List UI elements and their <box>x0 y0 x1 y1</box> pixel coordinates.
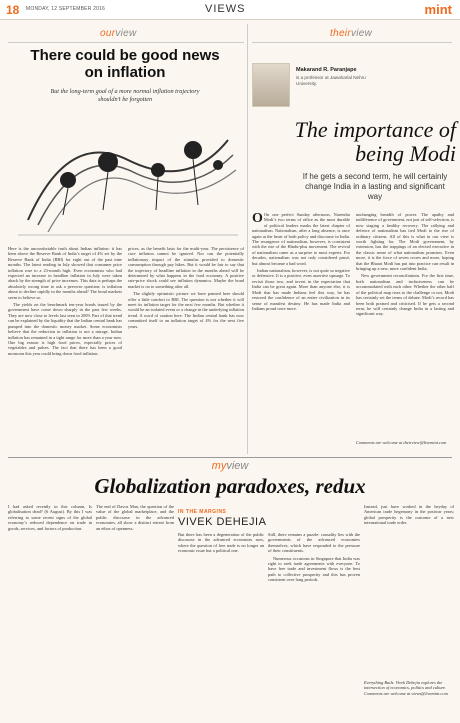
author-bio: is a professor at Jawaharlal Nehru University. <box>296 75 366 86</box>
masthead <box>0 0 460 20</box>
our-view-title: There could be good news on inflation <box>30 47 220 81</box>
our-view-paragraph: The slightly optimistic picture we have painted here should offer a little comfort to RBI. The question is not whether it will meet its inflation target for the next few months. But whether it would be an isolated event or a change in the underlying inflation trend. A word of caution here. The Indian central bank has now committed itself to an inflation target of 4% for the next five years. <box>128 291 244 329</box>
divider <box>8 457 452 458</box>
our-view-paragraph: Here is the uncomfortable truth about Indian inflation: it has been above the Reserve Bank of India’s target of 4% set by the Reserve Bank of India (RBI) for eight out of the past nine months. The latest reading in July showed that consumer price inflation rose to a 23-month high. Even economists who had expected an increase in headline inflation in July were taken aback by the strength of price increases. This data is perhaps the absolutely wrong time to ask a perverse question: is inflation about to decline rapidly in the months ahead? The bond markets seem to believe so. <box>8 246 122 300</box>
my-view-column-2 <box>96 504 174 716</box>
my-view-paragraph: The end of Davos Man, the question of the value of the global marketplace, and the public discourse in the advanced economies, all show a distinct retreat from an ethos of openness. <box>96 504 174 531</box>
page-number: 18 <box>6 3 20 17</box>
our-view-label: ourview <box>100 28 137 39</box>
my-view-column-3 <box>178 532 264 716</box>
our-view-subtitle: But the long-term goal of a more normal inflation trajectory shouldn’t be forgotten <box>50 88 200 103</box>
their-view-label: theirview <box>330 28 373 39</box>
my-view-footer: Everything Bails. Vivek Dehejia explores the intersection of economics, politics and culture. Comments are welcome at views@livemint.com <box>364 680 448 696</box>
my-view-column-1 <box>8 504 92 716</box>
divider <box>252 42 452 43</box>
brand-logo: mint <box>424 2 452 17</box>
my-view-paragraph: I had asked recently in this column, Is globalisation dead? (6 August). By this I was referring to some recent signs of the global economy’s reduced dependence on trade in goods, services, and factors of production. <box>8 504 92 531</box>
my-view-paragraph: Instead, just have worked in the heyday of American trade hegemony in the postwar years; global prosperity is the outcome of a new international trade order. <box>364 504 454 526</box>
their-view-paragraph: Indian nationalism, however, is not quite so negative or defensive. It is a positive, even assertive upsurge. To revisit those two, and invest in the expectation that India can be great again. More than anyone else, it is Modi that has made Indians feel this way, he has restored the confidence of an entire civilization in its sense of manifest destiny. He has made India and Indians proud once more. <box>252 268 350 311</box>
my-view-paragraph: Still, there remains a puzzle: causality lies with the governments of the advanced economies themselves, which have responded to the pressure of their constituents. <box>268 532 360 554</box>
my-view-paragraph: But there has been a degeneration of the public discourse in the advanced economies now, where the question of free trade is no longer an economic issue but a political one. <box>178 532 264 554</box>
our-view-column-1 <box>8 246 122 451</box>
section-title: VIEWS <box>205 3 246 15</box>
my-view-column-4 <box>268 532 360 716</box>
our-view-column-2 <box>128 246 244 451</box>
our-view-paragraph: prices, as the benefit lasts for the multi-year. The persistence of core inflation cannot be ignored. Nor can the potentially inflationary impact of the stimulus provided to domestic consumption through pay hikes. But it would be fair to say that the trajectory of headline inflation in the months ahead will be determined by what happens in the food economy. A positive rate-price shock could see inflation dynamics. Maybe the bond market is on to something after all. <box>128 246 244 289</box>
their-view-paragraph: unchanging breadth of power. The apathy and indifference of government, not just of self-selection, is now staging a healthy recovery. The rallying and defence of nationalism has tied Modi to the rise of ordinary citizens. All of this is what in our view is worth fighting for. The Modi government, by extension, has the trappings of an elected executive in the classic sense of what nationalism promises. Even more, it is the force of seven crores and more, hoping that the Bharat Modi has put into practice can result in bringing up a new, more confident India. <box>356 212 454 272</box>
illustration <box>8 110 244 240</box>
my-view-label: myview <box>211 460 249 472</box>
their-view-column-1 <box>252 212 350 452</box>
my-view-title: Globalization paradoxes, redux <box>94 474 366 498</box>
my-view-column-5 <box>364 504 454 674</box>
column-author: VIVEK DEHEJIA <box>178 516 267 528</box>
my-view-paragraph: Numerous occasions in Singapore that India was right to seek trade agreements with everyone. To have free trade and investment flows is the best path to collective prosperity and this has proven consistent over long periods. <box>268 555 360 583</box>
divider <box>8 42 244 43</box>
their-view-paragraph: O On one perfect Sunday afternoon, Narendra Modi’s two terms of office as the most durable of political leaders marks the latest chapter of nationalism. Nationalism, after a long absence, is once again at the heart of both policy and discourse in India. The resurgence of nationalism, however, is consistent with the rise of the Hindu-plus movement. The revival of nationalism came as a surprise to most experts. For decades, nationalism was not only considered passé, but almost became a bad word. <box>252 212 350 266</box>
author-photo <box>252 63 290 107</box>
their-view-subtitle: If he gets a second term, he will certainly change India in a lasting and significant way <box>302 172 448 201</box>
their-view-footer: Comments are welcome at theirview@livemint.com <box>356 440 447 445</box>
column-divider <box>247 24 248 454</box>
their-view-paragraph: New government reconciliations. For the first time, both nationalism and inclusiveness can be accommodated with each other. Whether the other half of the political map rises to the challenge or not, Modi has certainly set the terms of debate. Modi’s record has been both praised and criticised. If he gets a second term, he will certainly change India in a lasting and significant way. <box>356 273 454 317</box>
our-view-paragraph: The yields on the benchmark ten-year bonds issued by the government have come down sharply in the past few weeks. They are now close to levels last seen in 2009. Part of that trend can be explained by the liquidity that the Indian central bank has pumped into the domestic money market. Some economists believe that the reduction in inflation is not a mirage. Indian inflation has remained in a tight range for more than a year now. One big reason is high food prices, especially prices of vegetables and pulses. The fact that there has been a good monsoon this year could bring down food inflation. <box>8 302 122 356</box>
author-name: Makarand R. Paranjape <box>296 67 357 73</box>
their-view-title: The importance of being Modi <box>294 117 456 166</box>
column-tag: IN THE MARGINS <box>178 509 227 515</box>
date-line: MONDAY, 12 SEPTEMBER 2016 <box>26 6 106 12</box>
their-view-column-2 <box>356 212 454 438</box>
